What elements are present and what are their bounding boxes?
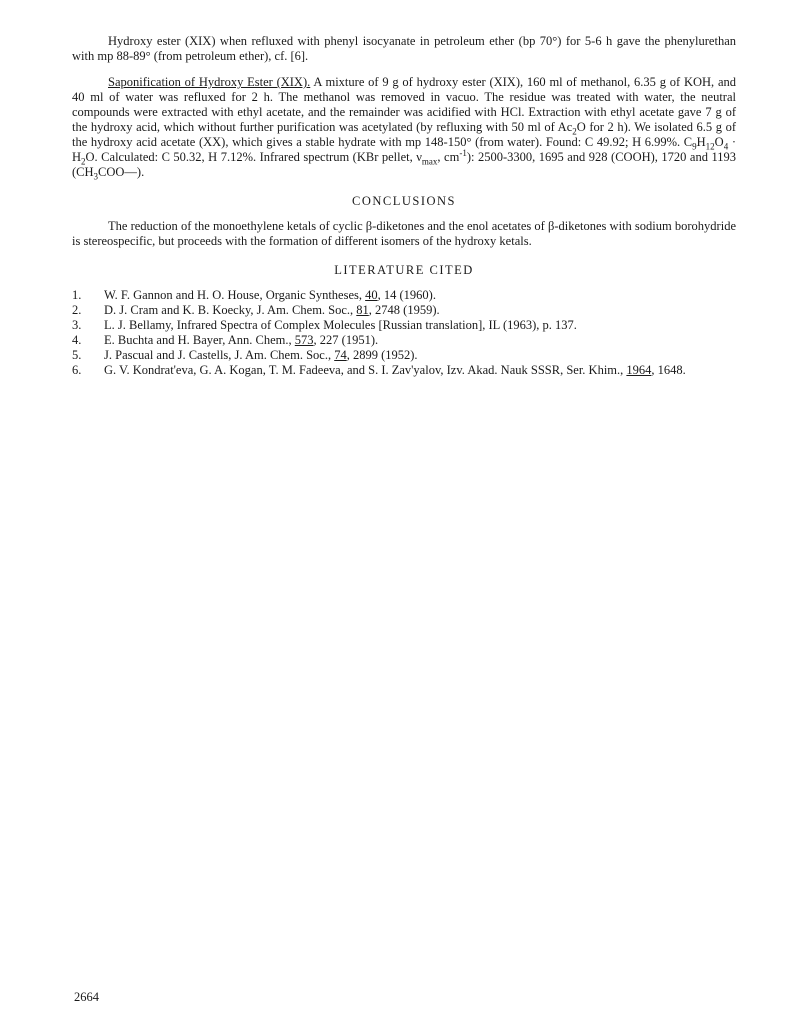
subscript: 12 <box>705 141 715 152</box>
section-run-in-heading: Saponification of Hydroxy Ester (XIX). <box>108 75 311 89</box>
subscript: 2 <box>572 126 577 137</box>
text-run: COO—). <box>98 165 145 179</box>
reference-number: 6. <box>72 363 82 377</box>
reference-item <box>72 363 736 378</box>
text-run: H <box>696 135 706 149</box>
paragraph-saponification <box>72 75 736 180</box>
text-run: ): 2500-3300, 1695 and 928 (COOH), 1720 and 1193 (CH <box>72 150 736 179</box>
literature-cited-heading: LITERATURE CITED <box>334 263 474 277</box>
page-number: 2664 <box>74 990 99 1004</box>
reference-pages: , 2899 (1952). <box>346 348 418 362</box>
subscript: 2 <box>81 156 86 167</box>
subscript: 9 <box>692 141 697 152</box>
reference-item <box>72 318 736 333</box>
reference-text: W. F. Gannon and H. O. House, Organic Syntheses, <box>104 288 366 302</box>
reference-item <box>72 333 736 348</box>
text-run: O <box>714 135 724 149</box>
superscript: -1 <box>459 147 467 158</box>
reference-pages: , 2748 (1959). <box>368 303 440 317</box>
reference-text: D. J. Cram and K. B. Koecky, J. Am. Chem. Soc., <box>104 303 357 317</box>
reference-volume: 573 <box>294 333 314 347</box>
subscript: 4 <box>723 141 729 152</box>
reference-number: 4. <box>72 333 82 347</box>
subscript: 3 <box>93 171 99 182</box>
reference-item <box>72 288 736 303</box>
reference-item <box>72 348 736 363</box>
text-run: , cm <box>437 150 460 164</box>
conclusions-paragraph: The reduction of the monoethylene ketals of cyclic β-diketones and the enol acetates of β-diketones with sodium borohydride is stereospecific, but proceeds with the formation of different isomers of the hydroxy ketals. <box>72 219 736 248</box>
reference-number: 2. <box>72 303 82 317</box>
conclusions-heading: CONCLUSIONS <box>351 194 456 208</box>
text-run: O. Calculated: C 50.32, H 7.12%. Infrared spectrum (KBr pellet, ν <box>85 150 422 164</box>
reference-text: E. Buchta and H. Bayer, Ann. Chem., <box>104 333 295 347</box>
reference-number: 5. <box>72 348 82 362</box>
reference-volume: 40 <box>365 288 378 302</box>
reference-volume: 81 <box>356 303 369 317</box>
reference-text: J. Pascual and J. Castells, J. Am. Chem. Soc., <box>104 348 335 362</box>
reference-pages: , 1648. <box>651 363 686 377</box>
reference-item <box>72 303 736 318</box>
paragraph-phenylurethan: Hydroxy ester (XIX) when refluxed with phenyl isocyanate in petroleum ether (bp 70°) for 5-6 h gave the phenylurethan with mp 88-89° (from petroleum ether), cf. [6]. <box>72 34 736 63</box>
reference-pages: , 227 (1951). <box>313 333 379 347</box>
text-run: O for 2 h). We isolated 6.5 g of the hydroxy acid acetate (XX), which gives a stable hydrate with mp 148-150° (from water). Found: C 49.92; H 6.99%. C <box>72 120 736 149</box>
reference-text: L. J. Bellamy, Infrared Spectra of Complex Molecules [Russian translation], IL (1963), p. 137. <box>104 318 577 332</box>
text-run: · H <box>72 135 736 164</box>
subscript: max <box>421 156 438 167</box>
page-body <box>72 34 736 378</box>
text-run: A mixture of 9 g of hydroxy ester (XIX), 160 ml of methanol, 6.35 g of KOH, and 40 ml of water was refluxed for 2 h. The methanol was removed in vacuo. The residue was treated with water, the neutral compounds were extracted with ethyl acetate, and the remainder was acidified with HCl. Extraction with ethyl acetate gave 7 g of the hydroxy acid, which without further purification was acetylated (by refluxing with 50 ml of Ac <box>72 75 736 134</box>
reference-pages: , 14 (1960). <box>377 288 436 302</box>
reference-volume: 1964 <box>626 363 652 377</box>
reference-number: 1. <box>72 288 82 302</box>
reference-text: G. V. Kondrat'eva, G. A. Kogan, T. M. Fadeeva, and S. I. Zav'yalov, Izv. Akad. Nauk SSSR, Ser. Khim., <box>104 363 627 377</box>
reference-volume: 74 <box>334 348 347 362</box>
reference-list <box>72 288 736 378</box>
reference-number: 3. <box>72 318 82 332</box>
